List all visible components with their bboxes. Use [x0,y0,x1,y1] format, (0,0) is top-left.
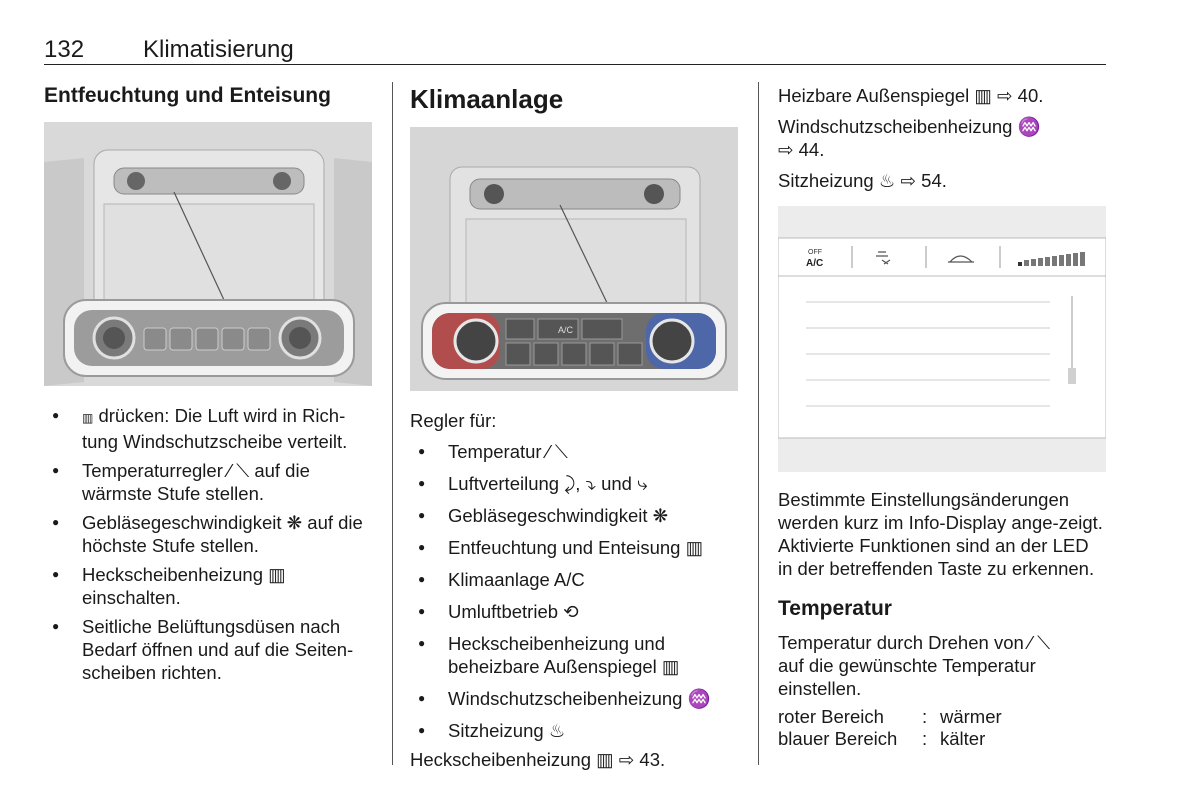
info-display-paragraph: Bestimmte Einstellungsänderungen werden kurz im Info-Display ange-zeigt. Aktivierte Funktionen sind an der LED in der betreffenden Taste zu erkennen. [778,489,1103,579]
page-number: 132 [44,36,85,63]
column-divider-1 [392,82,393,765]
middle-column [410,84,740,771]
controls-intro: Regler für: [410,410,497,431]
display-ac-label: A/C [806,258,824,269]
column-divider-2 [758,82,759,765]
list-item: ● Temperaturregler ⁄ ⟍ auf die wärmste Stufe stellen. [44,459,374,505]
display-off-label: OFF [808,249,822,256]
section-heading-dehumidify: Entfeuchtung und Enteisung [44,84,331,107]
left-column [44,84,374,684]
list-item: ● Umluftbetrieb ⟲ [410,600,740,623]
page-header [44,36,1106,65]
climate-control-figure [410,127,738,391]
list-item: ● ▥ drücken: Die Luft wird in Rich-tung Windschutzscheibe verteilt. [44,404,374,453]
temperature-range-table [778,706,1108,750]
table-row: blauer Bereich : kälter [778,728,986,749]
list-item: ● Windschutzscheibenheizung ♒ [410,687,740,710]
list-item: ● Temperatur ⁄ ⟍ [410,440,740,463]
table-row: roter Bereich : wärmer [778,706,1002,727]
list-item: ● Gebläsegeschwindigkeit ❋ [410,504,740,527]
list-item: ● Heckscheibenheizung ▥ einschalten. [44,563,374,609]
climate-panel-illustration [44,122,372,386]
climate-panel-figure [44,122,372,386]
list-item: ● Luftverteilung ⤸, ⤵ und ⤷ [410,472,740,495]
ac-button-label: A/C [558,325,574,335]
windscreen-heating-reference: Windschutzscheibenheizung ♒ [778,116,1041,137]
dehumidify-steps [44,404,374,684]
climate-control-illustration [410,127,738,391]
controls-list [410,440,740,742]
mirror-heating-reference: Heizbare Außenspiegel ▥ ⇨ 40. [778,85,1044,106]
windscreen-page-reference: ⇨ 44. [778,139,825,160]
list-item: ● Heckscheibenheizung und beheizbare Außenspiegel ▥ [410,632,740,678]
info-display-illustration [778,206,1106,472]
list-item: ● Entfeuchtung und Enteisung ▥ [410,536,740,559]
defrost-max-icon: ▥ [82,411,94,425]
right-column [778,84,1108,750]
list-item: ● Gebläsegeschwindigkeit ❋ auf die höchste Stufe stellen. [44,511,374,557]
section-heading-temperature: Temperatur [778,597,892,620]
temperature-paragraph: Temperatur durch Drehen von ⁄ ⟍ auf die gewünschte Temperatur einstellen. [778,632,1051,699]
list-item: ● Klimaanlage A/C [410,568,740,591]
list-item: ● Seitliche Belüftungsdüsen nach Bedarf öffnen und auf die Seiten-scheiben richten. [44,615,374,684]
chapter-title: Klimatisierung [143,36,294,63]
info-display-figure [778,206,1106,472]
rear-heating-reference: Heckscheibenheizung ▥ ⇨ 43. [410,749,666,770]
list-item: ● Sitzheizung ♨ [410,719,740,742]
section-heading-climate: Klimaanlage [410,84,564,114]
seat-heating-reference: Sitzheizung ♨ ⇨ 54. [778,170,947,191]
